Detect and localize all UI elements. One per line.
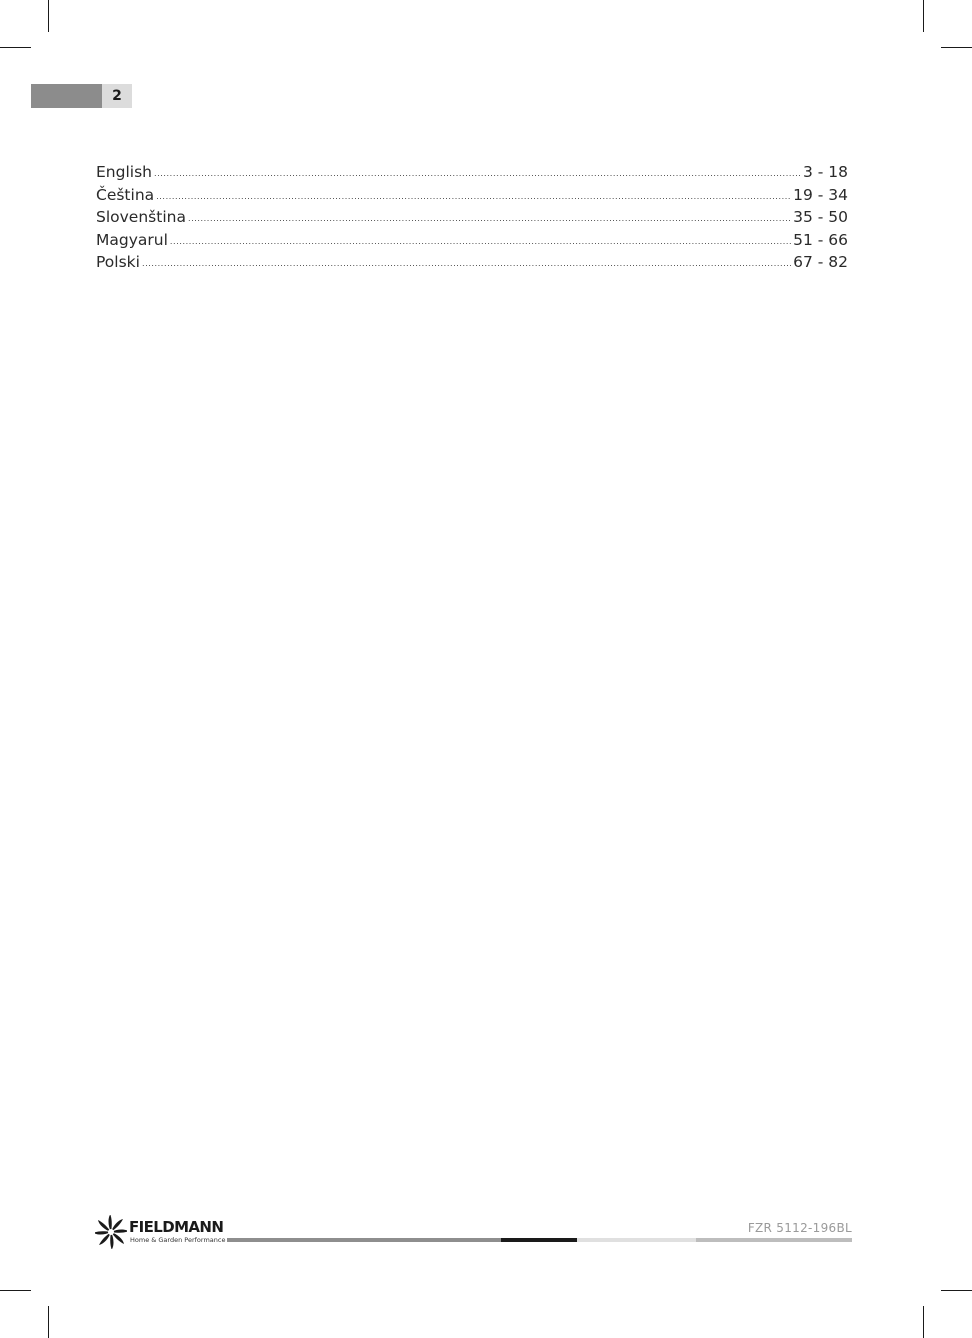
- crop-mark-bottom-right-h: [941, 1290, 972, 1291]
- model-number: FZR 5112-196BL: [747, 1221, 852, 1235]
- crop-mark-bottom-left-v: [48, 1306, 49, 1338]
- footer-line-segment: [227, 1238, 501, 1242]
- table-of-contents: [96, 163, 848, 276]
- toc-leader-dots: [154, 162, 801, 180]
- page-number-bar: [31, 84, 102, 108]
- toc-row[interactable]: [96, 253, 848, 276]
- toc-row[interactable]: [96, 163, 848, 186]
- fieldmann-logo: [95, 1215, 227, 1249]
- footer-line-segment: [696, 1238, 852, 1242]
- toc-row[interactable]: [96, 186, 848, 209]
- crop-mark-bottom-right-v: [923, 1306, 924, 1338]
- brand-name: FIELDMANN: [129, 1218, 224, 1236]
- fan-logo-icon: [95, 1215, 127, 1249]
- toc-language: Polski: [96, 253, 140, 272]
- toc-row[interactable]: [96, 231, 848, 254]
- page-number: 2: [102, 84, 132, 108]
- crop-mark-top-left-h: [0, 47, 31, 48]
- toc-language: Magyarul: [96, 230, 168, 249]
- footer-line-segment: [577, 1238, 696, 1242]
- toc-leader-dots: [156, 185, 791, 203]
- crop-mark-top-left-v: [48, 0, 49, 32]
- footer-line-segment: [501, 1238, 577, 1242]
- toc-row[interactable]: [96, 208, 848, 231]
- toc-page-range: 3 - 18: [802, 163, 848, 181]
- crop-mark-top-right-h: [941, 47, 972, 48]
- toc-leader-dots: [170, 230, 791, 248]
- toc-page-range: 35 - 50: [793, 208, 848, 227]
- toc-leader-dots: [188, 207, 791, 225]
- crop-mark-bottom-left-h: [0, 1290, 31, 1291]
- toc-page-range: 51 - 66: [793, 230, 848, 249]
- crop-mark-top-right-v: [923, 0, 924, 32]
- toc-language: Čeština: [96, 185, 155, 204]
- brand-tagline: Home & Garden Performance: [130, 1236, 226, 1244]
- toc-page-range: 67 - 82: [793, 253, 848, 272]
- toc-language: English: [96, 163, 152, 181]
- toc-leader-dots: [142, 252, 791, 270]
- toc-page-range: 19 - 34: [793, 185, 848, 204]
- toc-language: Slovenština: [96, 208, 186, 227]
